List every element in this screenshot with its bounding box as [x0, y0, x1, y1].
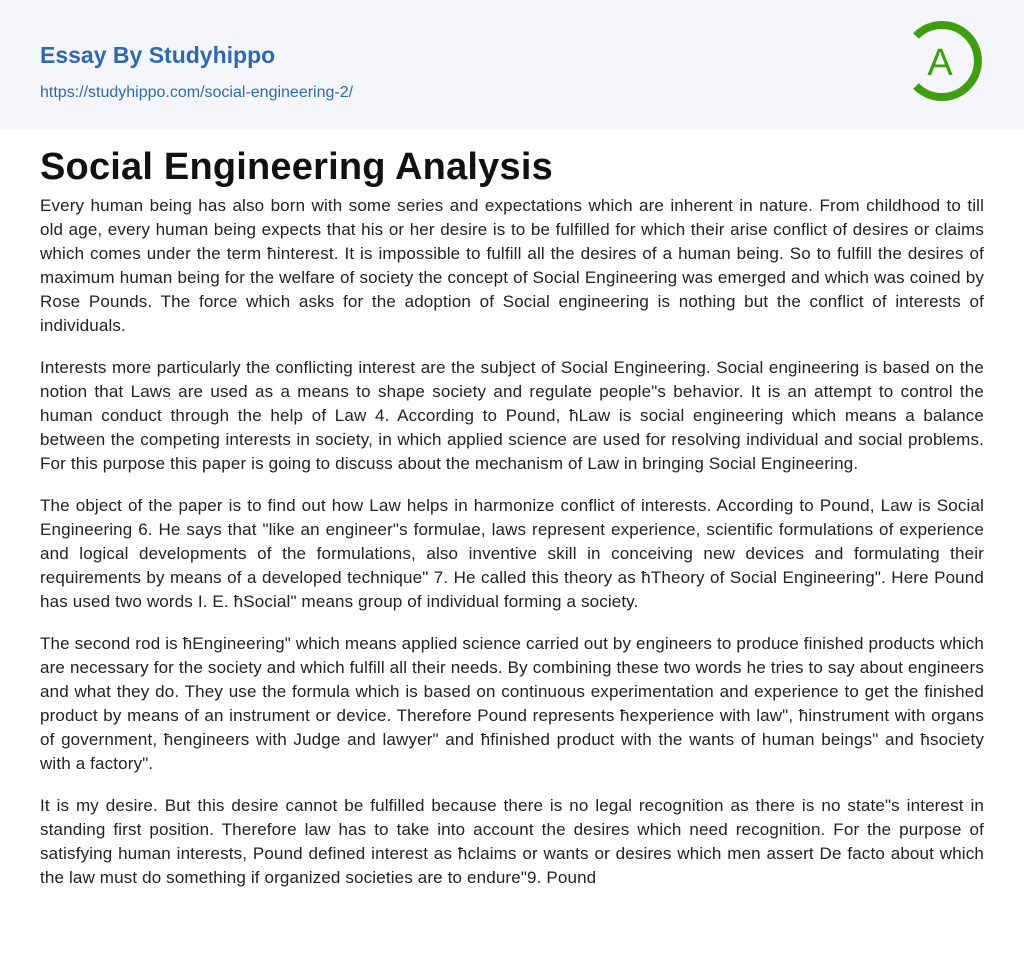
essay-paragraph: The object of the paper is to find out how Law helps in harmonize conflict of interests. According to Pound, Law is Social Engineering 6. He says that "like an engineer"s formulae, laws represent experience, scientific formulations of experience and logical developments of the formulations, also inventive skill in conceiving new devices and formulating their requirements by means of a developed technique" 7. He called this theory as ħTheory of Social Engineering". Here Pound has used two words I. E. ħSocial" means group of individual forming a society. [40, 496, 984, 611]
essay-paragraph: Every human being has also born with some series and expectations which are inherent in nature. From childhood to till old age, every human being expects that his or her desire is to be fulfilled for which their arise conflict of desires or claims which comes under the term ħinterest. It is impossible to fulfill all the desires of a human being. So to fulfill the desires of maximum human being for the welfare of society the concept of Social Engineering was emerged and which was coined by Rose Pounds. The force which asks for the adoption of Social engineering is nothing but the conflict of interests of individuals. [40, 196, 984, 335]
brand-title: Essay By Studyhippo [40, 42, 276, 68]
studyhippo-logo-icon[interactable] [906, 18, 986, 104]
essay-paragraph: Interests more particularly the conflicting interest are the subject of Social Engineering. Social engineering is based on the notion that Laws are used as a means to shape society and regulate people"s behavior. It is an attempt to control the human conduct through the help of Law 4. According to Pound, ħLaw is social engineering which means a balance between the competing interests in society, in which applied science are used for resolving individual and social problems. For this purpose this paper is going to discuss about the mechanism of Law in bringing Social Engineering. [40, 358, 984, 473]
essay-url-link[interactable]: https://studyhippo.com/social-engineering-2/ [40, 84, 354, 101]
essay-body [40, 194, 984, 908]
svg-text:A: A [927, 42, 953, 84]
essay-paragraph: The second rod is ħEngineering" which means applied science carried out by engineers to produce finished products which are necessary for the society and which fulfill all their needs. By combining these two words he tries to say about engineers and what they do. They use the formula which is based on continuous experimentation and experience to get the finished product by means of an instrument or device. Therefore Pound represents ħexperience with law", ħinstrument with organs of government, ħengineers with Judge and lawyer" and ħfinished product with the wants of human beings" and ħsociety with a factory". [40, 634, 984, 773]
essay-paragraph: It is my desire. But this desire cannot be fulfilled because there is no legal recognition as there is no state"s interest in standing first position. Therefore law has to take into account the desires which need recognition. For the purpose of satisfying human interests, Pound defined interest as ħclaims or wants or desires which men assert De facto about which the law must do something if organized societies are to endure"9. Pound [40, 796, 984, 887]
page-title: Social Engineering Analysis [40, 146, 553, 188]
site-header [0, 0, 1024, 129]
